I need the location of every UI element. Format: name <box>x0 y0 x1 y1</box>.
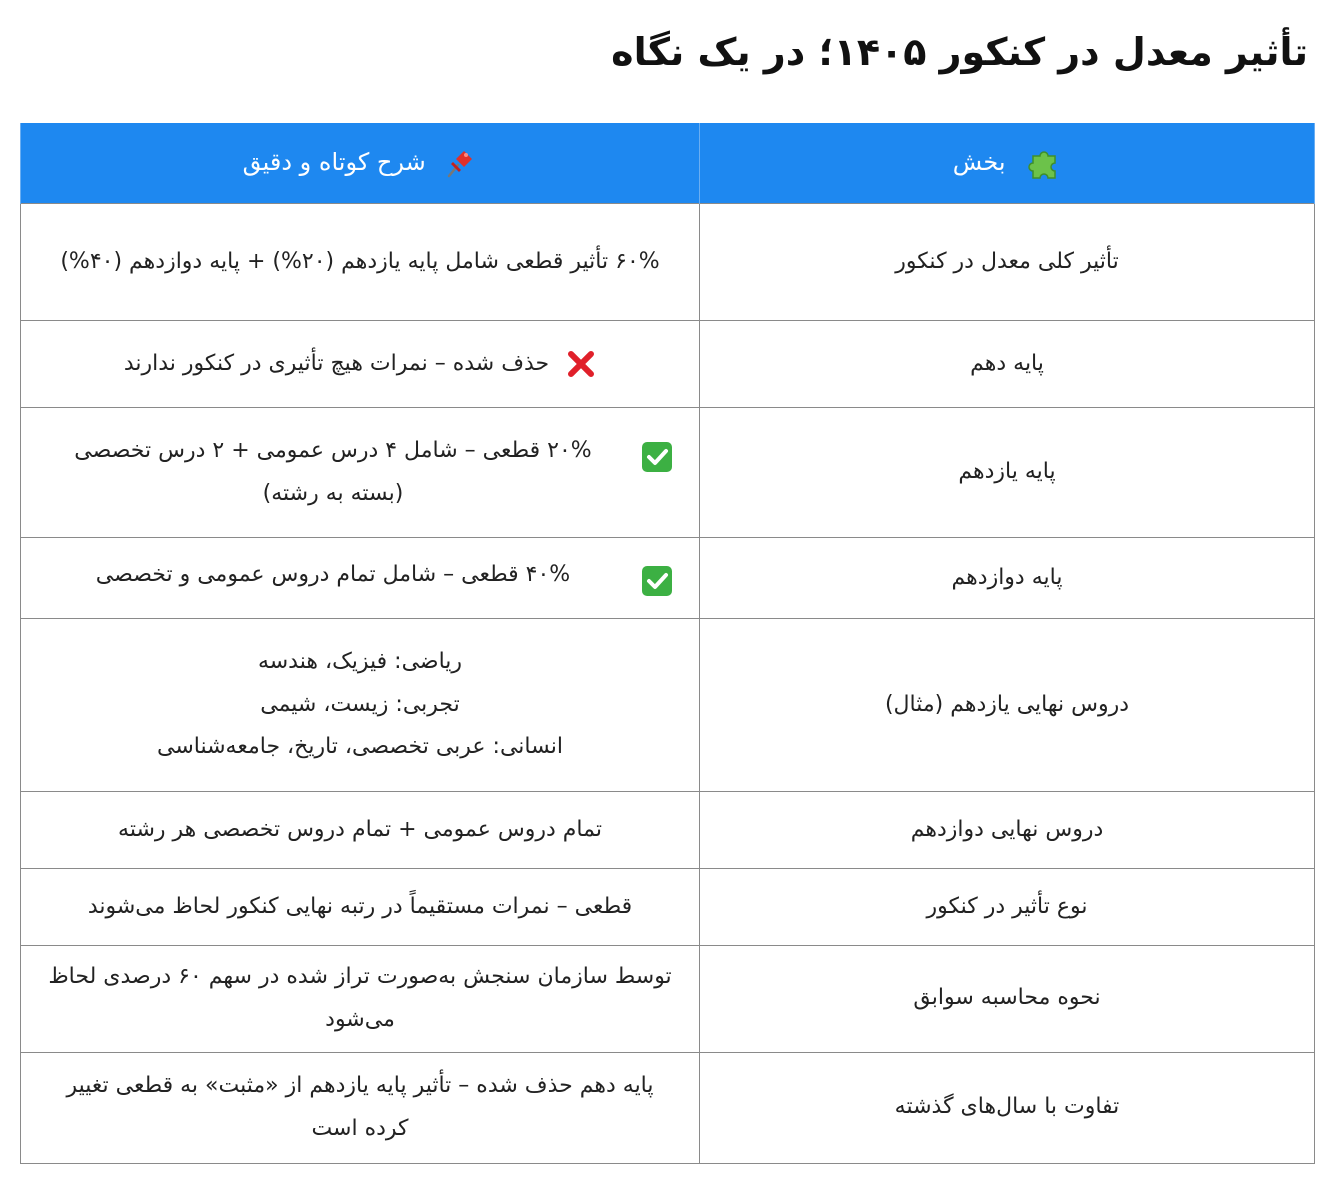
cell-description: پایه دهم حذف شده – تأثیر پایه یازدهم از «مثبت» به قطعی تغییر کرده است <box>21 1052 700 1163</box>
cell-section: پایه دهم <box>700 321 1315 408</box>
cell-description-text: ۴۰% قطعی – شامل تمام دروس عمومی و تخصصی <box>95 561 571 587</box>
header-section <box>700 123 1315 204</box>
cell-description-text: ۲۰% قطعی – شامل ۴ درس عمومی + ۲ درس تخصصی (بسته به رشته) <box>74 437 592 506</box>
cell-section: دروس نهایی دوازدهم <box>700 792 1315 869</box>
cell-description-text: حذف شده – نمرات هیچ تأثیری در کنکور ندارند <box>123 350 550 376</box>
table-row <box>21 204 1315 321</box>
description-line: انسانی: عربی تخصصی، تاریخ، جامعه‌شناسی <box>157 734 563 760</box>
cell-section: دروس نهایی یازدهم (مثال) <box>700 619 1315 792</box>
description-line: تجربی: زیست، شیمی <box>260 691 460 717</box>
header-description <box>21 123 700 204</box>
cross-mark-icon <box>566 349 596 379</box>
cell-description <box>21 619 700 792</box>
cell-description <box>21 408 700 538</box>
description-line: ریاضی: فیزیک، هندسه <box>257 648 463 674</box>
table-row <box>21 869 1315 946</box>
table-row <box>21 946 1315 1053</box>
header-description-label: شرح کوتاه و دقیق <box>242 148 426 176</box>
cell-section: نوع تأثیر در کنکور <box>700 869 1315 946</box>
cell-description: توسط سازمان سنجش به‌صورت تراز شده در سهم ۶۰ درصدی لحاظ می‌شود <box>21 946 700 1053</box>
cell-description: تمام دروس عمومی + تمام دروس تخصصی هر رشته <box>21 792 700 869</box>
page-title: تأثیر معدل در کنکور ۱۴۰۵؛ در یک نگاه <box>611 30 1308 74</box>
check-mark-icon <box>641 565 673 597</box>
cell-section: پایه یازدهم <box>700 408 1315 538</box>
cell-section: پایه دوازدهم <box>700 538 1315 619</box>
cell-section: تفاوت با سال‌های گذشته <box>700 1052 1315 1163</box>
table-header-row <box>21 123 1315 204</box>
cell-description <box>21 321 700 408</box>
cell-description: ۶۰% تأثیر قطعی شامل پایه یازدهم (۲۰%) + پایه دوازدهم (۴۰%) <box>21 204 700 321</box>
table-row <box>21 792 1315 869</box>
table-row <box>21 538 1315 619</box>
pushpin-icon <box>443 146 477 180</box>
header-section-label: بخش <box>952 148 1006 176</box>
cell-description <box>21 538 700 619</box>
summary-table <box>20 123 1315 1164</box>
cell-section: نحوه محاسبه سوابق <box>700 946 1315 1053</box>
puzzle-icon <box>1027 146 1061 180</box>
table-row <box>21 1052 1315 1163</box>
table-row <box>21 321 1315 408</box>
cell-description: قطعی – نمرات مستقیماً در رتبه نهایی کنکور لحاظ می‌شوند <box>21 869 700 946</box>
table-row <box>21 408 1315 538</box>
table-row <box>21 619 1315 792</box>
cell-section: تأثیر کلی معدل در کنکور <box>700 204 1315 321</box>
check-mark-icon <box>641 441 673 473</box>
